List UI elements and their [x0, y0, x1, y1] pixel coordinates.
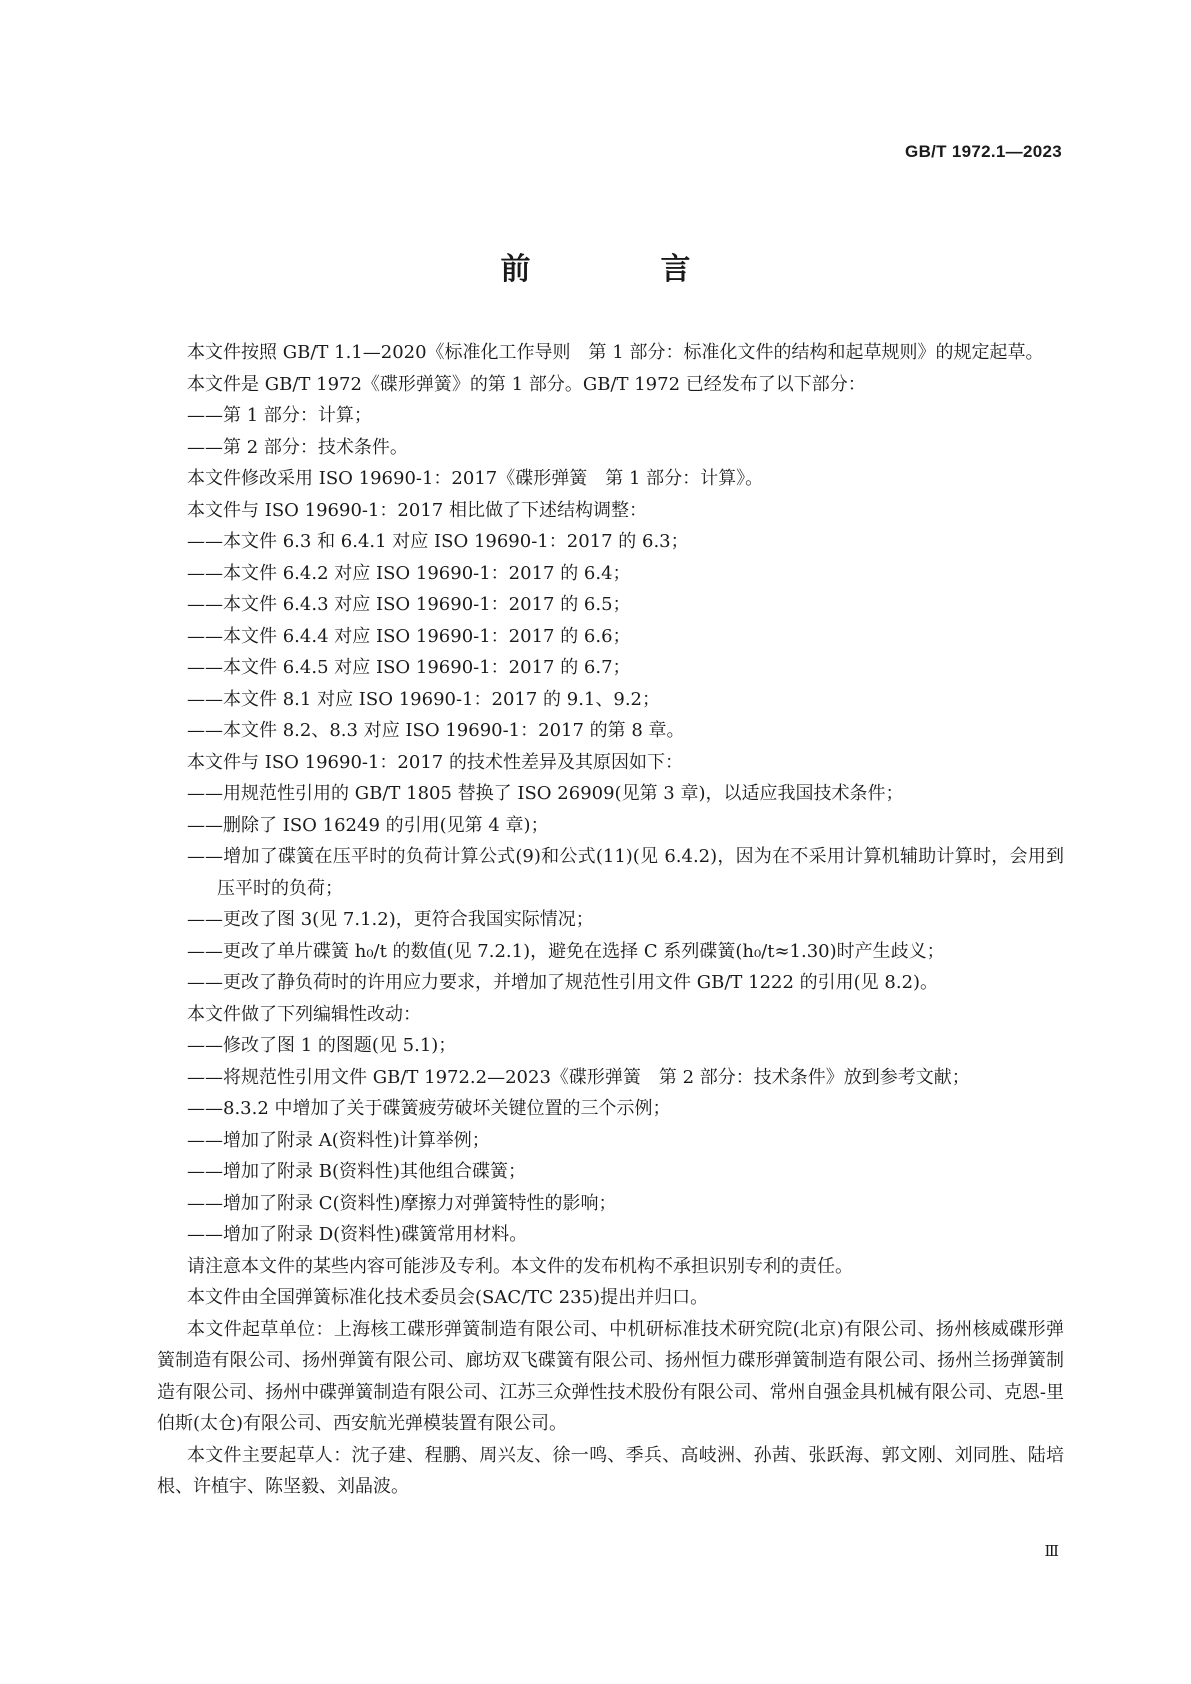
paragraph-drafting-units: 本文件起草单位：上海核工碟形弹簧制造有限公司、中机研标准技术研究院(北京)有限公司、扬州核威碟形弹簧制造有限公司、扬州弹簧有限公司、廊坊双飞碟簧有限公司、扬州恒力碟形弹簧制造有限公司、扬州兰扬弹簧制造有限公司、扬州中碟弹簧制造有限公司、江苏三众弹性技术股份有限公司、常州自强金具机械有限公司、克恩-里伯斯(太仓)有限公司、西安航光弹模装置有限公司。: [157, 1318, 1064, 1434]
paragraph-adoption: 本文件修改采用 ISO 19690-1：2017《碟形弹簧 第 1 部分：计算》。: [187, 468, 764, 489]
list-item: ——修改了图 1 的图题(见 5.1)；: [187, 1035, 457, 1056]
list-item: ——本文件 6.4.3 对应 ISO 19690-1：2017 的 6.5；: [187, 594, 631, 615]
page-title: 前 言: [500, 252, 741, 287]
paragraph-editorial-changes: 本文件做了下列编辑性改动：: [187, 1003, 421, 1025]
list-item: ——增加了附录 A(资料性)计算举例；: [187, 1129, 490, 1151]
list-item: ——本文件 6.4.4 对应 ISO 19690-1：2017 的 6.6；: [187, 625, 631, 647]
paragraph-proposer: 本文件由全国弹簧标准化技术委员会(SAC/TC 235)提出并归口。: [187, 1287, 709, 1308]
paragraph-structural-changes: 本文件与 ISO 19690-1：2017 相比做了下述结构调整：: [187, 499, 647, 521]
list-item: ——本文件 6.4.5 对应 ISO 19690-1：2017 的 6.7；: [187, 657, 631, 678]
list-item: ——更改了静负荷时的许用应力要求，并增加了规范性引用文件 GB/T 1222 的引用(见 8.2)。: [187, 972, 939, 993]
document-body: [157, 337, 1064, 1503]
list-item: ——第 2 部分：技术条件。: [187, 436, 408, 458]
list-item: ——本文件 8.1 对应 ISO 19690-1：2017 的 9.1、9.2；: [187, 688, 661, 710]
list-item: ——本文件 8.2、8.3 对应 ISO 19690-1：2017 的第 8 章。: [187, 720, 685, 741]
list-item: ——删除了 ISO 16249 的引用(见第 4 章)；: [187, 814, 549, 836]
list-item: ——将规范性引用文件 GB/T 1972.2—2023《碟形弹簧 第 2 部分：技术条件》放到参考文献；: [187, 1066, 970, 1088]
list-item: ——增加了碟簧在压平时的负荷计算公式(9)和公式(11)(见 6.4.2)，因为在不采用计算机辅助计算时，会用到压平时的负荷；: [187, 846, 1064, 899]
paragraph-parts: 本文件是 GB/T 1972《碟形弹簧》的第 1 部分。GB/T 1972 已经发布了以下部分：: [187, 373, 866, 395]
standard-number: GB/T 1972.1—2023: [905, 142, 1062, 161]
paragraph-drafting-rules: 本文件按照 GB/T 1.1—2020《标准化工作导则 第 1 部分：标准化文件的结构和起草规则》的规定起草。: [187, 342, 1044, 363]
list-item: ——增加了附录 B(资料性)其他组合碟簧；: [187, 1161, 526, 1182]
list-item: ——用规范性引用的 GB/T 1805 替换了 ISO 26909(见第 3 章)，以适应我国技术条件；: [187, 783, 904, 804]
paragraph-drafters: 本文件主要起草人：沈子建、程鹏、周兴友、徐一鸣、季兵、高岐洲、孙茜、张跃海、郭文刚、刘同胜、陆培根、许植宇、陈坚毅、刘晶波。: [157, 1444, 1064, 1497]
list-item: ——8.3.2 中增加了关于碟簧疲劳破坏关键位置的三个示例；: [187, 1098, 671, 1119]
list-item: ——增加了附录 D(资料性)碟簧常用材料。: [187, 1224, 528, 1245]
paragraph-patent-notice: 请注意本文件的某些内容可能涉及专利。本文件的发布机构不承担识别专利的责任。: [187, 1255, 853, 1277]
list-item: ——第 1 部分：计算；: [187, 405, 372, 426]
list-item: ——增加了附录 C(资料性)摩擦力对弹簧特性的影响；: [187, 1192, 617, 1214]
list-item: ——更改了单片碟簧 h₀/t 的数值(见 7.2.1)，避免在选择 C 系列碟簧(h₀/t≈1.30)时产生歧义；: [187, 940, 945, 962]
list-item: ——本文件 6.3 和 6.4.1 对应 ISO 19690-1：2017 的 6.3；: [187, 531, 689, 552]
paragraph-technical-differences: 本文件与 ISO 19690-1：2017 的技术性差异及其原因如下：: [187, 751, 683, 773]
list-item: ——更改了图 3(见 7.1.2)，更符合我国实际情况；: [187, 909, 594, 930]
list-item: ——本文件 6.4.2 对应 ISO 19690-1：2017 的 6.4；: [187, 562, 631, 584]
page-number: Ⅲ: [1044, 1542, 1059, 1560]
